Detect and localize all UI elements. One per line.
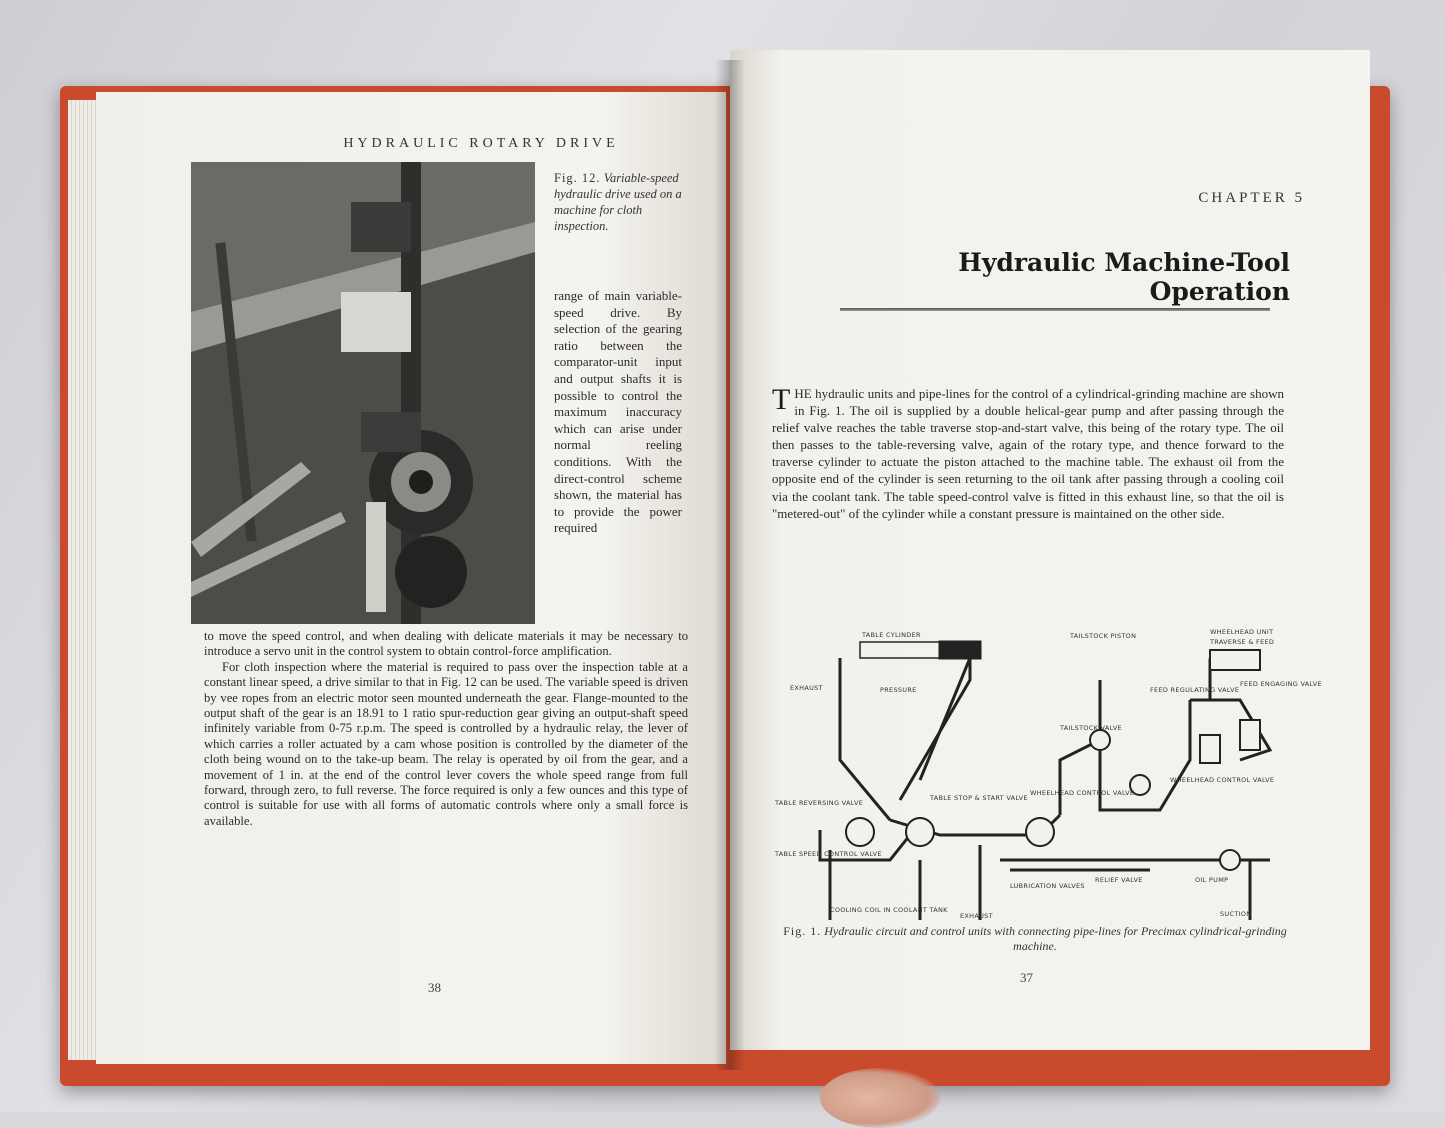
fig12-text: Variable-speed hydraulic drive used on a machine for cloth inspection. [554, 171, 682, 233]
fig12-caption [554, 170, 686, 234]
label-exhaust-bottom: EXHAUST [960, 912, 993, 920]
chapter-title: Hydraulic Machine-Tool Operation [958, 248, 1290, 306]
right-paragraph: HE hydraulic units and pipe-lines for the control of a cylindrical-grinding machine are shown in Fig. 1. The oil is supplied by a double helical-gear pump and after passing through the relief valve reaches the table traverse stop-and-start valve, this being of the rotary type. The oil then passes to the table-reversing valve, again of the rotary type, and thence forward to the traverse cylinder to actuate the piston attached to the machine table. The exhaust oil from the opposite end of the cylinder is seen returning to the oil tank after passing through a cooling coil via the coolant tank. The table speed-control valve is fitted in this exhaust line, so that the oil is "metered-out" of the cylinder while a constant pressure is maintained on the other side. [772, 386, 1284, 521]
label-tailstock-piston: TAILSTOCK PISTON [1070, 632, 1137, 640]
label-lubrication-valves: LUBRICATION VALVES [1010, 882, 1085, 890]
label-table-stop-start-valve: TABLE STOP & START VALVE [930, 794, 1028, 802]
label-suction: SUCTION [1220, 910, 1252, 918]
fig12-number: Fig. 12. [554, 171, 601, 185]
left-paragraph-2: For cloth inspection where the material is required to pass over the inspection table at a constant linear speed, a drive similar to that in Fig. 12 can be used. The variable speed is driven by vee ropes from an electric motor seen mounted underneath the gear. Flange-mounted to the output shaft of the gear is an 18.91 to 1 ratio spur-reduction gear giving an output-shaft speed infinitely variable from 0-75 r.p.m. The speed is controlled by a hydraulic relay, the lever of which carries a roller actuated by a cam whose position is controlled by the diameter of the cloth being wound on to the take-up beam. The relay is operated by oil from the gear, and a movement of 1 in. at the end of the control lever covers the whole speed range from full forward, through zero, to full reverse. The force required is only a few ounces and this type of control is suitable for use with all forms of automatic controls where only a small force is available. [204, 659, 688, 828]
label-exhaust: EXHAUST [790, 684, 823, 692]
fig1-caption [780, 924, 1290, 954]
label-feed-engaging-valve: FEED ENGAGING VALVE [1240, 680, 1322, 688]
running-head: HYDRAULIC ROTARY DRIVE [343, 136, 619, 151]
label-feed-regulating-valve: FEED REGULATING VALVE [1150, 686, 1240, 694]
label-table-cylinder: TABLE CYLINDER [862, 631, 921, 639]
left-page [96, 92, 726, 1064]
label-relief-valve: RELIEF VALVE [1095, 876, 1143, 884]
label-table-reversing-valve: TABLE REVERSING VALVE [775, 799, 864, 807]
right-page [730, 50, 1370, 1050]
fig1-number: Fig. 1. [783, 924, 822, 938]
machine-photo [191, 162, 535, 624]
page-number-right: 37 [1020, 970, 1033, 985]
label-pressure: PRESSURE [880, 686, 917, 694]
hydraulic-circuit-diagram [770, 620, 1322, 920]
narrow-column-text: range of main variable-speed drive. By selection of the gearing ratio between the comparator-unit input and output shafts it is possible to control the maximum inaccuracy which can arise under normal reeling conditions. With the direct-control scheme shown, the material has to provide the power required [554, 288, 682, 536]
label-table-speed-control-valve: TABLE SPEED CONTROL VALVE [775, 850, 882, 858]
title-rule [840, 308, 1270, 311]
left-paragraph-1: to move the speed control, and when dealing with delicate materials it may be necessary to introduce a servo unit in the control system to obtain control-force amplification. [204, 629, 688, 659]
book-gutter [715, 60, 745, 1070]
label-wheelhead-control-valve: WHEELHEAD CONTROL VALVE [1030, 789, 1135, 797]
right-body-text [772, 385, 1284, 522]
chapter-label: CHAPTER 5 [1198, 190, 1305, 206]
fig1-text: Hydraulic circuit and control units with connecting pipe-lines for Precimax cylindrical-grinding machine. [824, 924, 1287, 953]
label-wheelhead-control-valve-2: WHEELHEAD CONTROL VALVE [1170, 776, 1275, 784]
label-wheelhead-unit: WHEELHEAD UNIT [1210, 628, 1274, 636]
label-oil-pump: OIL PUMP [1195, 876, 1229, 884]
label-traverse-feed: TRAVERSE & FEED [1210, 638, 1275, 646]
label-tailstock-valve: TAILSTOCK VALVE [1060, 724, 1122, 732]
left-body-text [204, 629, 688, 829]
drop-cap: T [772, 383, 791, 416]
page-number-left: 38 [428, 980, 441, 995]
label-cooling-coil: COOLING COIL IN COOLANT TANK [830, 906, 948, 914]
hand-finger [820, 1068, 940, 1128]
